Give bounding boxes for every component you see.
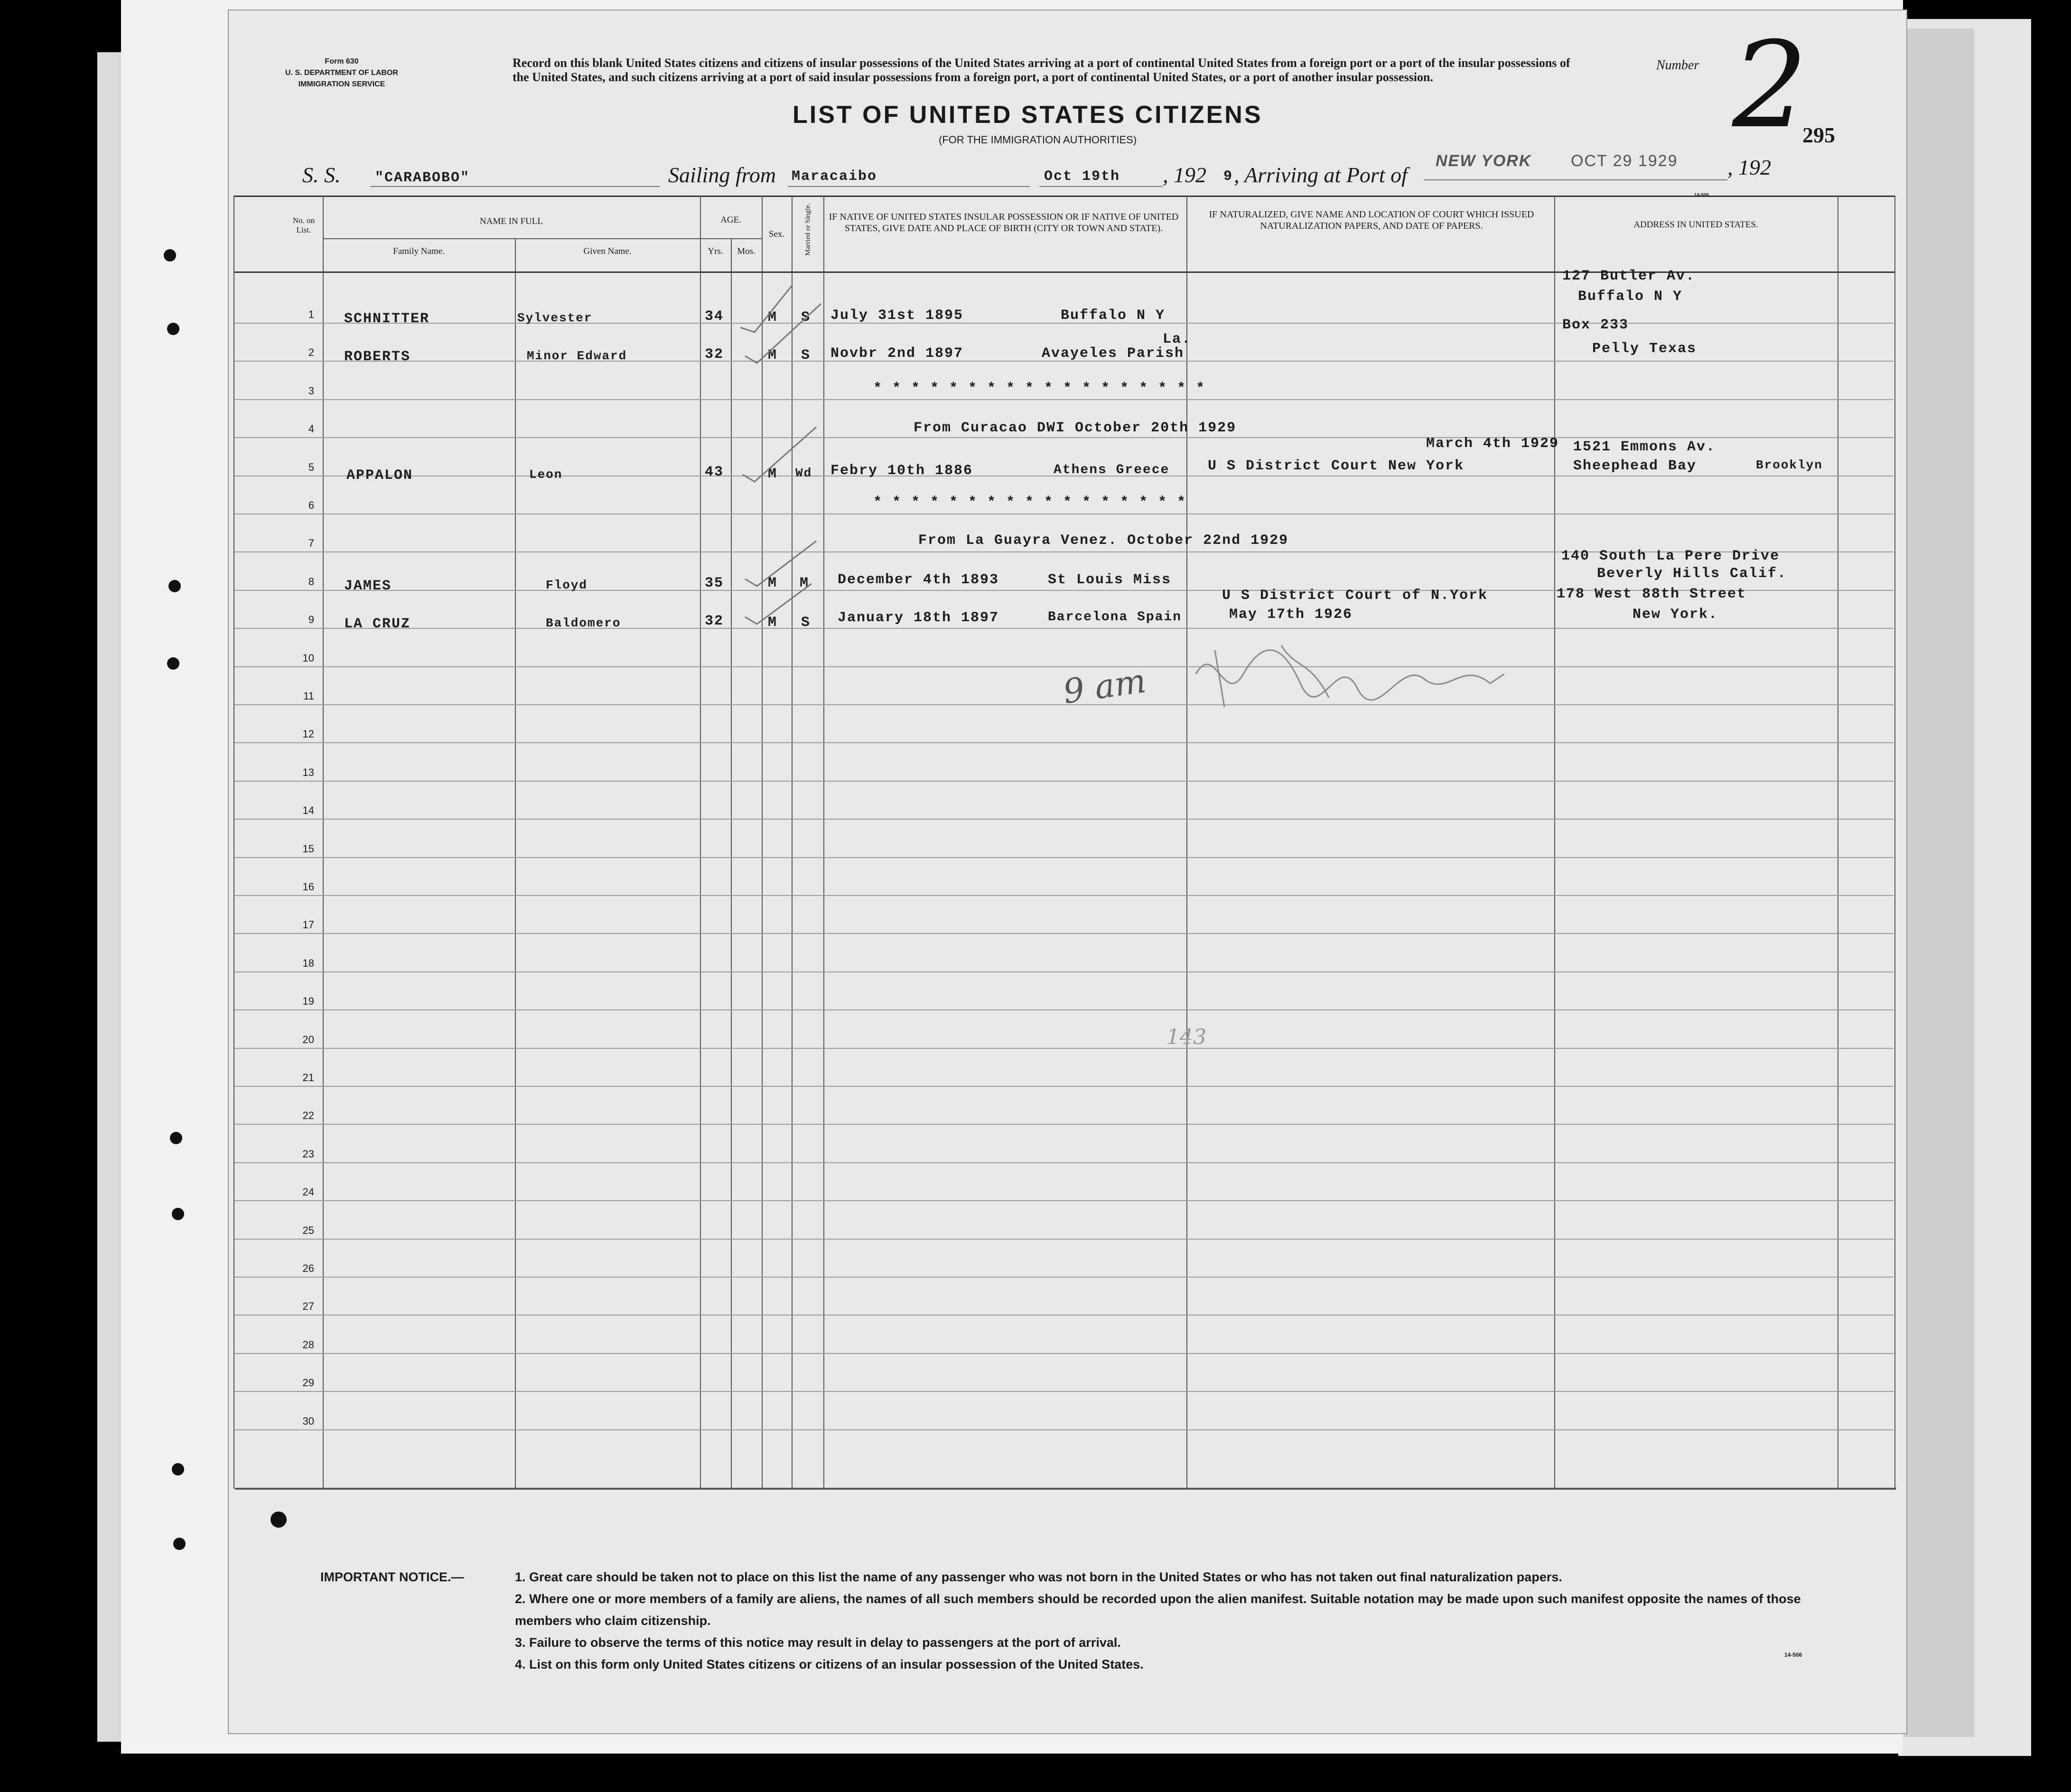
row-number: 13 <box>302 766 314 778</box>
notice-item-2: 2. Where one or more members of a family are aliens, the names of all such members should be recorded upon the alien manifest. Suitable notation may be made upon such manifest opposite the names of those members who claim citizenship. <box>515 1592 1801 1628</box>
row-number: 25 <box>302 1224 314 1236</box>
from-port: Maracaibo <box>792 168 877 185</box>
row2-address-2: Pelly Texas <box>1592 341 1697 357</box>
form-instructions: Record on this blank United States citizens and citizens of insular possessions of the United States arriving at a port of continental United States from a foreign port or a port of the insular possessions of the United States, and such citizens arriving at a port of said insular possessions from a foreign port, a port of continental United States, or a port of another insular possession. <box>513 56 1570 84</box>
pencil-note: 9 am <box>1061 661 1148 711</box>
sail-date: Oct 19th <box>1044 168 1120 185</box>
row-number: 11 <box>303 690 314 702</box>
row-number: 10 <box>302 652 314 664</box>
row1-age: 34 <box>705 308 724 325</box>
col-border-no <box>323 196 324 1489</box>
table-row-line <box>234 1353 1894 1354</box>
row-number: 15 <box>302 843 314 855</box>
sail-date-underline <box>1039 186 1163 187</box>
sailing-label: Sailing from <box>668 163 776 187</box>
service: IMMIGRATION SERVICE <box>298 80 385 88</box>
table-row-line <box>234 1048 1894 1049</box>
table-row-line <box>234 781 1894 782</box>
table-top-border <box>233 196 1894 197</box>
notice-item-4: 4. List on this form only United States citizens or citizens of an insular possession of the United States. <box>515 1657 1144 1671</box>
arrival-year-label: , 192 <box>1727 155 1771 179</box>
arrival-underline <box>1424 179 1727 180</box>
row5-address-1: 1521 Emmons Av. <box>1573 439 1716 455</box>
row-number: 20 <box>302 1034 314 1045</box>
table-row-line <box>234 704 1894 705</box>
row8-birth-place: St Louis Miss <box>1048 572 1172 588</box>
row8-sex: M <box>768 575 778 591</box>
row-number: 5 <box>308 461 314 473</box>
col-border-right <box>1894 196 1895 1489</box>
row5-naturalization-date: March 4th 1929 <box>1426 436 1559 452</box>
row-number: 28 <box>302 1339 314 1351</box>
row9-address-2: New York. <box>1633 607 1718 623</box>
row9-naturalization-court: U S District Court of N.York <box>1222 588 1488 604</box>
row7-route-note: From La Guayra Venez. October 22nd 1929 <box>918 532 1289 549</box>
row5-address-3: Brooklyn <box>1756 458 1823 472</box>
row9-sex: M <box>768 615 778 631</box>
ss-label: S. S. <box>302 163 341 187</box>
page-subtitle: (FOR THE IMMIGRATION AUTHORITIES) <box>939 134 1137 146</box>
row-number: 6 <box>308 499 314 511</box>
col-border-naturalized <box>1554 196 1555 1489</box>
row1-address-1: 127 Butler Av. <box>1562 268 1696 284</box>
form-number-block <box>280 56 403 90</box>
binder-hole <box>173 1538 186 1550</box>
table-row-line <box>234 742 1894 743</box>
table-row-line <box>234 437 1894 438</box>
header-given-name: Given Name. <box>583 246 632 256</box>
row8-marital: M <box>800 575 810 591</box>
row1-address-2: Buffalo N Y <box>1578 289 1683 305</box>
col-border-given <box>700 196 701 1489</box>
row1-given: Sylvester <box>517 311 593 325</box>
year-label: , 192 <box>1163 163 1206 187</box>
row8-address-2: Beverly Hills Calif. <box>1597 566 1787 582</box>
row5-age: 43 <box>705 464 724 480</box>
pencil-scrawl-signature <box>1186 631 1519 717</box>
row2-birth-place-state: La. <box>1163 331 1192 347</box>
row1-family: SCHNITTER <box>344 311 430 327</box>
row2-given: Minor Edward <box>527 349 627 363</box>
row-number: 19 <box>302 995 314 1007</box>
arrival-date-stamp: OCT 29 1929 <box>1571 152 1678 170</box>
row2-family: ROBERTS <box>344 349 411 365</box>
from-port-underline <box>788 186 1030 187</box>
table-row-line <box>234 1162 1894 1163</box>
row9-naturalization-date: May 17th 1926 <box>1229 607 1353 623</box>
row-number: 18 <box>302 957 314 969</box>
header-address: ADDRESS IN UNITED STATES. <box>1633 220 1758 230</box>
row8-given: Floyd <box>546 578 588 592</box>
table-row-line <box>234 628 1894 629</box>
table-row-line <box>234 666 1894 667</box>
row-number: 4 <box>308 423 314 435</box>
row9-birth-date: January 18th 1897 <box>838 610 999 626</box>
row5-sex: M <box>768 466 778 482</box>
header-birth: IF NATIVE OF UNITED STATES INSULAR POSSESSION OR IF NATIVE OF UNITED STATES, GIVE DATE AND PLACE OF BIRTH (CITY OR TOWN AND STATE). <box>829 212 1179 233</box>
number-label: Number <box>1656 58 1699 73</box>
row3-separator: * * * * * * * * * * * * * * * * * * <box>873 381 1206 397</box>
table-row-line <box>234 1315 1894 1316</box>
ship-name: "CARABOBO" <box>375 170 470 186</box>
header-married-single: Married or Single. <box>804 203 812 256</box>
row5-naturalization-court: U S District Court New York <box>1208 458 1465 474</box>
notice-item-1: 1. Great care should be taken not to place on this list the name of any passenger who was not born in the United States or who has not taken out final naturalization papers. <box>515 1570 1562 1584</box>
row2-marital: S <box>801 347 811 364</box>
table-row-line <box>234 399 1894 400</box>
row5-birth-place: Athens Greece <box>1054 463 1170 477</box>
row1-sex: M <box>768 309 778 326</box>
row-number: 12 <box>302 728 314 740</box>
row5-family: APPALON <box>346 467 413 484</box>
row-number: 27 <box>302 1300 314 1312</box>
row1-marital: S <box>801 309 811 326</box>
row8-birth-date: December 4th 1893 <box>838 572 999 588</box>
ship-underline <box>370 186 660 187</box>
pencil-stamp-number: 143 <box>1166 1025 1206 1049</box>
binder-hole <box>172 1463 184 1475</box>
table-row-line <box>234 1086 1894 1087</box>
binder-hole <box>170 1132 182 1144</box>
row2-sex: M <box>768 347 778 364</box>
header-age: AGE. <box>720 215 741 225</box>
header-naturalized: IF NATURALIZED, GIVE NAME AND LOCATION OF COURT WHICH ISSUED NATURALIZATION PAPERS, AND DATE OF PAPERS. <box>1209 209 1534 231</box>
row-number: 7 <box>308 537 314 549</box>
row9-birth-place: Barcelona Spain <box>1048 610 1182 625</box>
row1-birth-date: July 31st 1895 <box>830 308 964 324</box>
pencil-check-marks <box>736 275 830 636</box>
row8-address-1: 140 South La Pere Drive <box>1561 548 1780 564</box>
row2-address-1: Box 233 <box>1562 317 1629 333</box>
row-number: 26 <box>302 1262 314 1274</box>
row1-birth-place: Buffalo N Y <box>1061 308 1166 324</box>
table-row-line <box>234 513 1894 514</box>
row2-birth-date: Novbr 2nd 1897 <box>830 345 964 362</box>
table-row-line <box>234 819 1894 820</box>
table-row-line <box>234 1124 1894 1125</box>
row-number: 17 <box>302 919 314 931</box>
name-subheader-line <box>323 238 700 239</box>
header-sex: Sex. <box>768 229 785 239</box>
row4-route-note: From Curacao DWI October 20th 1929 <box>914 420 1237 436</box>
binder-hole <box>167 323 179 335</box>
row5-address-2: Sheephead Bay <box>1573 458 1697 474</box>
table-row-line <box>234 971 1894 972</box>
row-number: 9 <box>308 614 314 625</box>
row-number: 2 <box>308 346 314 358</box>
row9-given: Baldomero <box>546 616 621 630</box>
row6-separator: * * * * * * * * * * * * * * * * * <box>873 495 1187 511</box>
header-no-on-list: No. on List. <box>292 216 315 234</box>
notice-item-3: 3. Failure to observe the terms of this notice may result in delay to passengers at the port of arrival. <box>515 1635 1121 1650</box>
row-number: 22 <box>302 1110 314 1121</box>
row5-birth-date: Febry 10th 1886 <box>830 463 973 479</box>
row-number: 29 <box>302 1377 314 1389</box>
row2-birth-place: Avayeles Parish <box>1042 345 1185 362</box>
row-number: 3 <box>308 385 314 397</box>
col-border-left <box>233 196 234 1489</box>
row5-marital: Wd <box>795 466 812 480</box>
header-mos: Mos. <box>737 246 756 256</box>
table-row-line <box>234 1429 1894 1430</box>
row-number: 21 <box>302 1072 314 1083</box>
row-number: 1 <box>308 308 314 320</box>
binder-hole <box>271 1512 287 1528</box>
row9-age: 32 <box>705 613 724 629</box>
row2-age: 32 <box>705 346 724 363</box>
notice-code: 14-506 <box>1784 1652 1802 1658</box>
arriving-label: , Arriving at Port of <box>1234 163 1408 187</box>
form-number: Form 630 <box>325 57 359 65</box>
header-yrs: Yrs. <box>708 246 723 256</box>
header-family-name: Family Name. <box>393 246 445 256</box>
binder-hole <box>164 249 176 261</box>
binder-hole <box>172 1208 184 1220</box>
arrival-port: NEW YORK <box>1436 152 1532 170</box>
col-border-family <box>515 238 516 1489</box>
row-number: 30 <box>302 1415 314 1427</box>
row9-marital: S <box>801 615 811 631</box>
row8-family: JAMES <box>344 578 392 594</box>
binder-hole <box>167 657 179 670</box>
notice-top-border <box>235 1488 1896 1490</box>
notice-label: IMPORTANT NOTICE.— <box>320 1570 464 1584</box>
table-row-line <box>234 1391 1894 1392</box>
col-border-yrs <box>731 238 732 1489</box>
table-row-line <box>234 1239 1894 1240</box>
page-number: 295 <box>1802 123 1835 147</box>
binder-hole <box>168 580 181 592</box>
row8-age: 35 <box>705 575 724 591</box>
department: U. S. DEPARTMENT OF LABOR <box>285 69 398 77</box>
table-row-line <box>234 857 1894 858</box>
notice-list <box>515 1566 1858 1675</box>
row9-address-1: 178 West 88th Street <box>1557 586 1747 602</box>
row-number: 24 <box>302 1186 314 1198</box>
row-number: 16 <box>302 881 314 893</box>
year-digit: 9 <box>1223 168 1233 185</box>
table-row-line <box>234 1277 1894 1278</box>
header-name-in-full: NAME IN FULL <box>480 216 543 226</box>
number-value: 2 <box>1732 16 1808 154</box>
table-row-line <box>234 933 1894 934</box>
row5-given: Leon <box>529 467 563 482</box>
row9-family: LA CRUZ <box>344 616 411 632</box>
row-number: 14 <box>302 804 314 816</box>
table-row-line <box>234 895 1894 896</box>
page-title: LIST OF UNITED STATES CITIZENS <box>793 101 1263 129</box>
row-number: 23 <box>302 1148 314 1160</box>
table-row-line <box>234 1200 1894 1201</box>
table-row-line <box>234 1009 1894 1010</box>
row-number: 8 <box>308 576 314 588</box>
